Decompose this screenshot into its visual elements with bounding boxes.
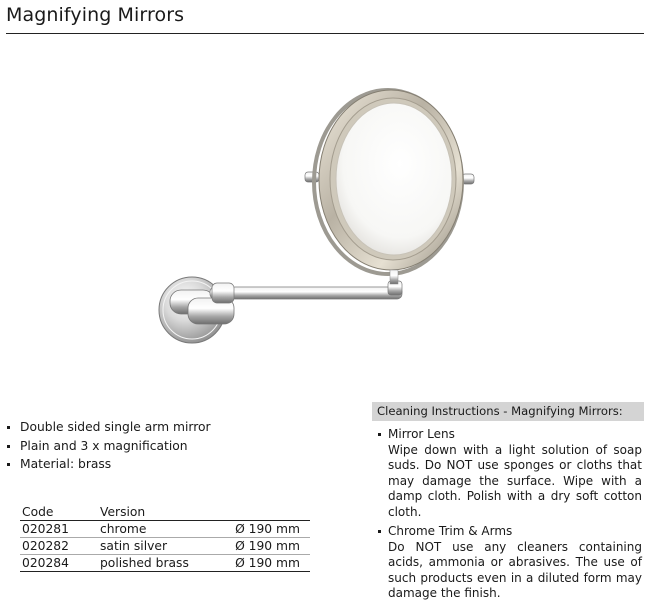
cleaning-item-title: Chrome Trim & Arms: [388, 524, 513, 538]
cell-code: 020284: [20, 555, 98, 572]
cell-version: polished brass: [98, 555, 214, 572]
table-row: [20, 538, 310, 555]
cell-code: 020281: [20, 521, 98, 538]
cleaning-item-mirror-lens: [376, 427, 642, 520]
feature-item: Double sided single arm mirror: [6, 418, 211, 437]
cell-version: chrome: [98, 521, 214, 538]
cleaning-instructions-header: Cleaning Instructions - Magnifying Mirrors:: [372, 402, 644, 421]
feature-list: [6, 418, 211, 474]
cleaning-item-chrome-trim: [376, 524, 642, 602]
cell-code: 020282: [20, 538, 98, 555]
table-row: [20, 521, 310, 538]
cell-size: Ø 190 mm: [214, 538, 310, 555]
cleaning-item-text: Wipe down with a light solution of soap suds. Do NOT use sponges or cloths that may damage the surface. Wipe with a damp cloth. Polish with a dry soft cotton cloth.: [388, 442, 642, 519]
cell-size: Ø 190 mm: [214, 521, 310, 538]
title-divider: [6, 33, 644, 34]
column-header-size: [214, 504, 310, 521]
magnifying-mirror-illustration: [150, 80, 490, 370]
cleaning-item-text: Do NOT use any cleaners containing acids, ammonia or abrasives. The use of such products even in a diluted form may damage the finish.: [388, 539, 642, 600]
feature-item: Plain and 3 x magnification: [6, 437, 211, 456]
cleaning-item-title: Mirror Lens: [388, 427, 455, 441]
table-row: [20, 555, 310, 572]
product-variants-table: [20, 504, 310, 572]
table-header-row: [20, 504, 310, 521]
page-title: Magnifying Mirrors: [6, 4, 185, 26]
column-header-version: Version: [98, 504, 214, 521]
cell-version: satin silver: [98, 538, 214, 555]
cell-size: Ø 190 mm: [214, 555, 310, 572]
feature-item: Material: brass: [6, 455, 211, 474]
cleaning-instructions: [376, 427, 642, 606]
column-header-code: Code: [20, 504, 98, 521]
